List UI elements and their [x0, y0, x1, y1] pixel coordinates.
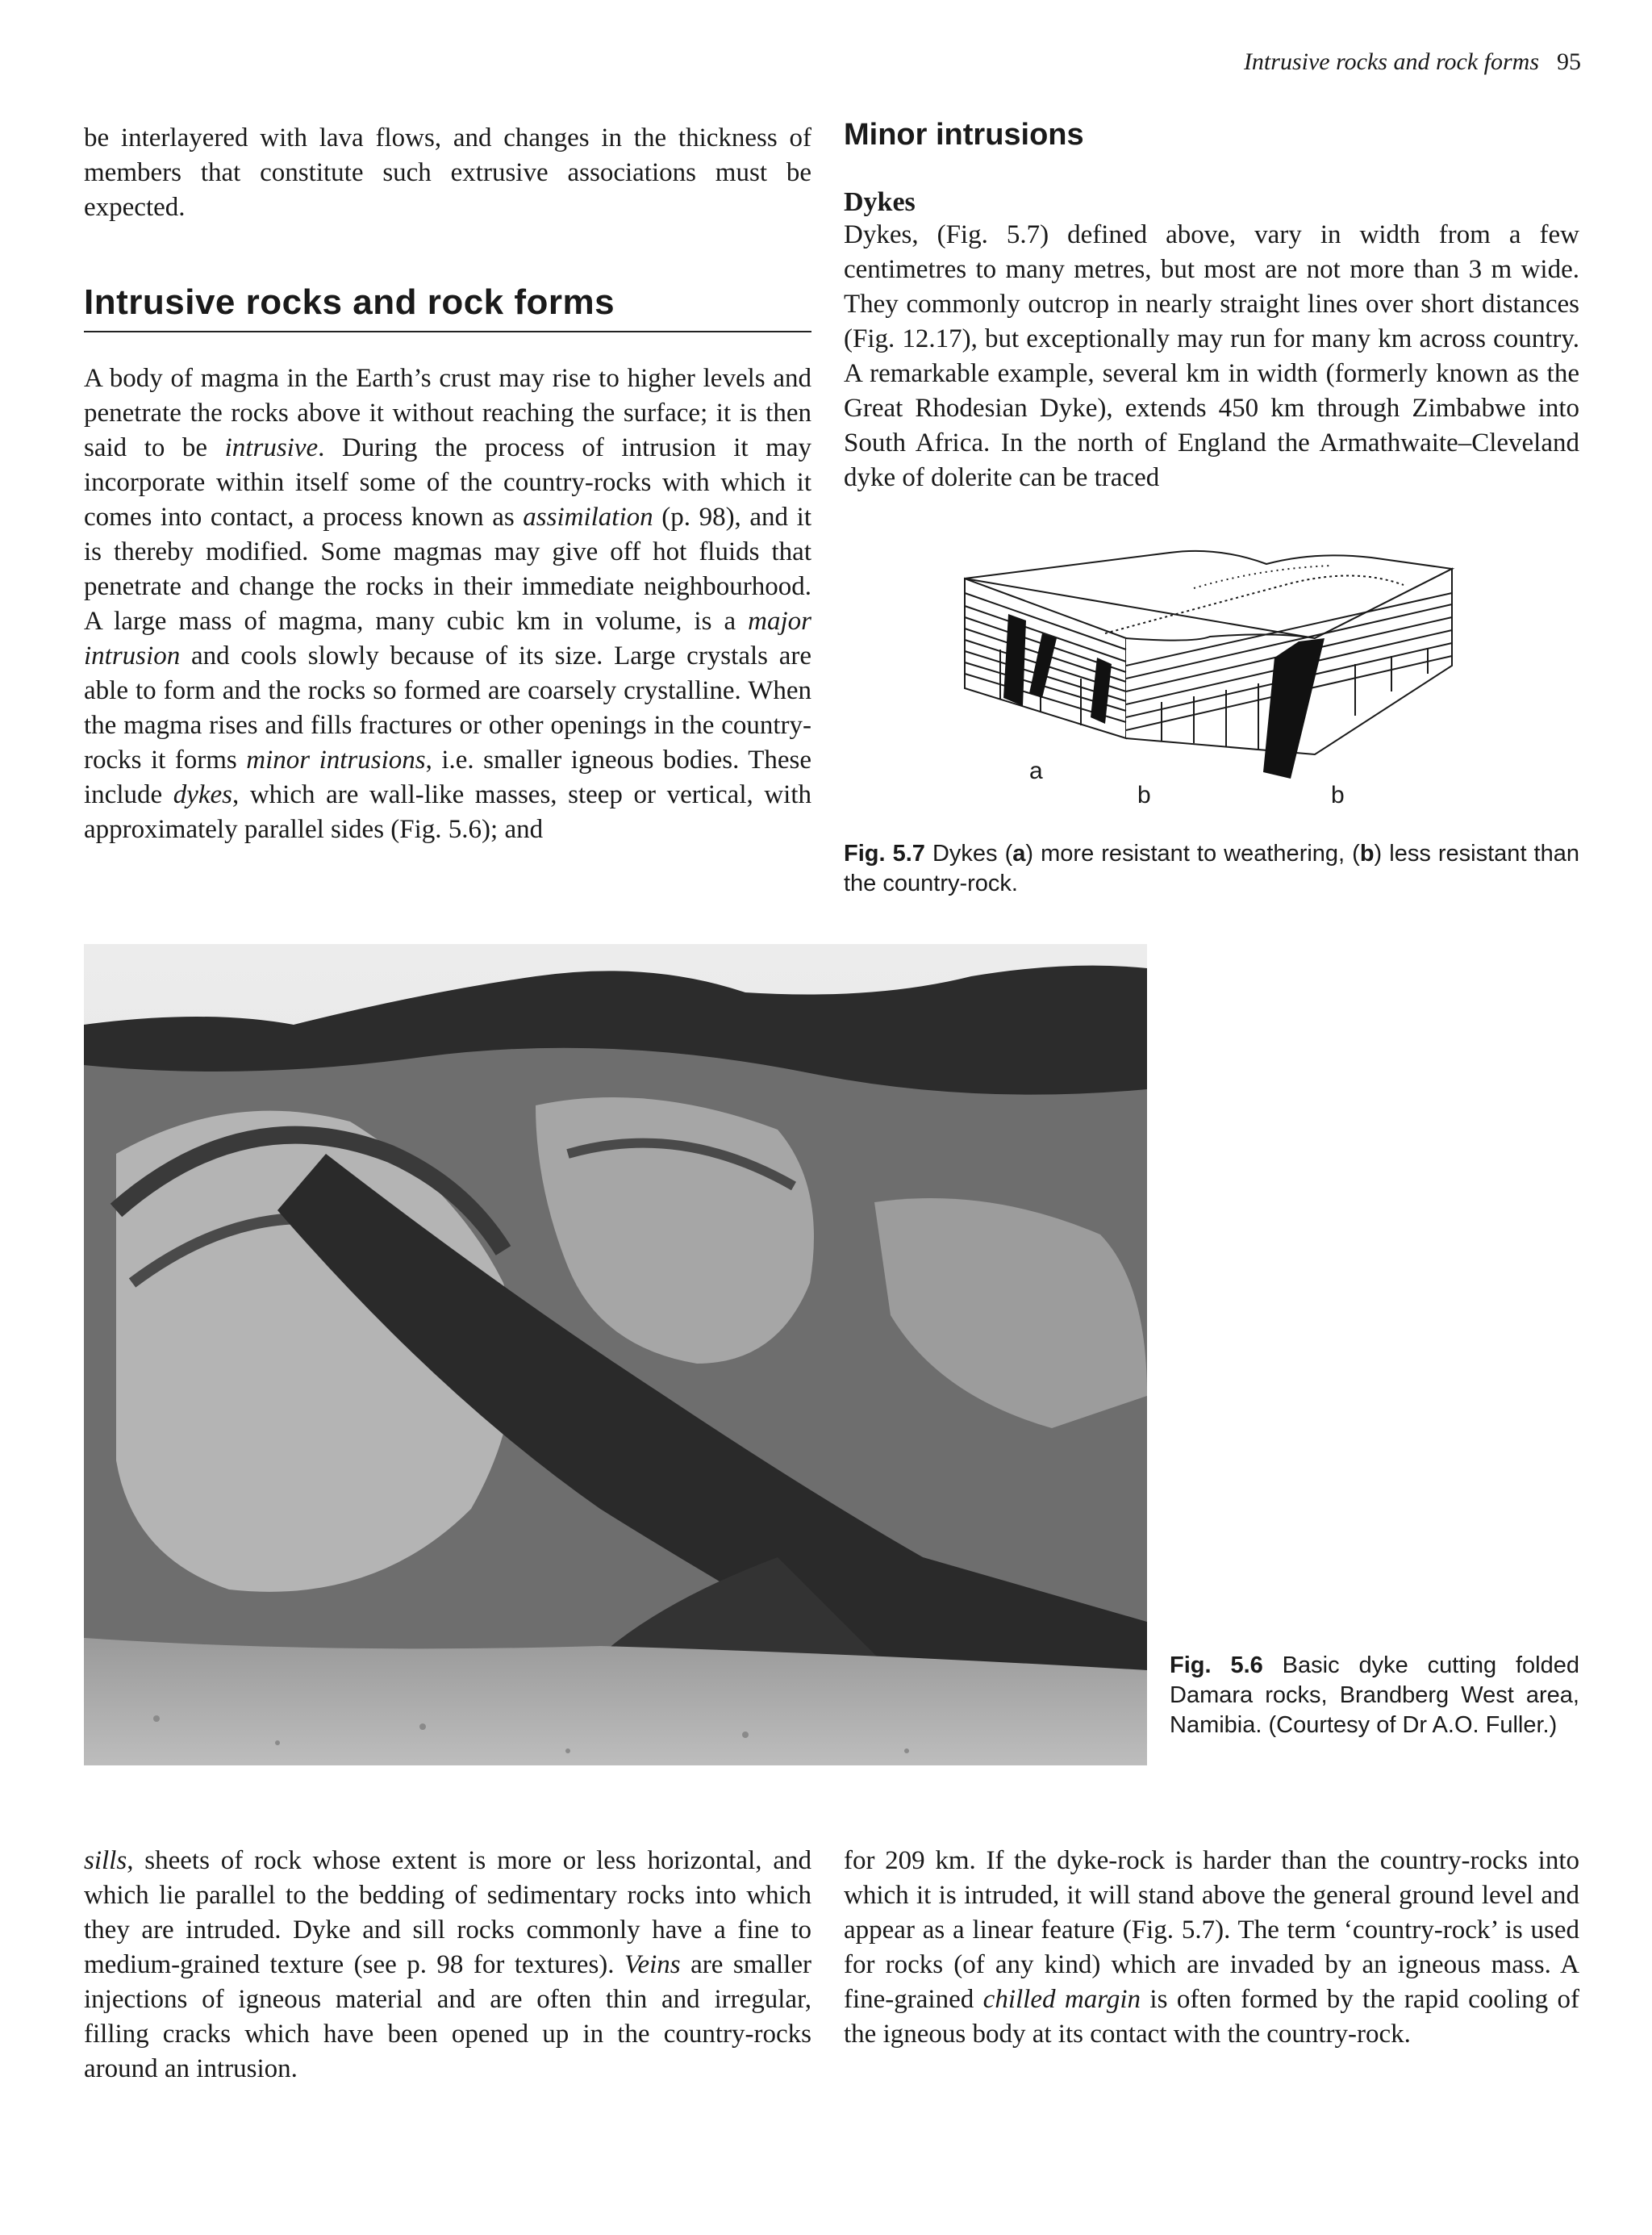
col2-top-paragraph: [844, 218, 1579, 495]
term-chilled-margin: chilled margin: [982, 1985, 1141, 2014]
text-run: A body of magma in the Earth’s crust may rise to higher levels and penetrate the rocks above it without reaching the surface; it is then said to be: [84, 364, 811, 462]
term-sills: sills: [84, 1846, 127, 1875]
sills-paragraph: [84, 1844, 811, 2087]
fig-5-6-photograph: [84, 944, 1147, 1765]
col1-main-paragraph: [84, 361, 811, 847]
text-run: , which are wall-like masses, steep or vertical, with approximately parallel sides (Fig. 5.6); and: [84, 780, 811, 844]
fig-5-7-label-b2: b: [1331, 782, 1345, 808]
col1-bottom-paragraph: [84, 1844, 811, 2087]
caption-text: ) more resistant to weathering, (: [1025, 841, 1360, 867]
text-run: , sheets of rock whose extent is more or less horizontal, and which lie parallel to the bedding of sedimentary rocks into which they are intruded. Dyke and sill rocks commonly have a fine to medium-grained texture (see p. 98 for textures).: [84, 1846, 811, 1979]
col2-bottom-paragraph: [844, 1844, 1579, 2052]
caption-text: Dykes (: [924, 841, 1013, 867]
text-run: are smaller injections of igneous material and are often thin and irregular, filling cracks which have been opened up in the country-rocks around an intrusion.: [84, 1950, 811, 2083]
text-run: for 209 km. If the dyke-rock is harder than the country-rocks into which it is intruded, it will stand above the general ground level and appear as a linear feature (Fig. 5.7). The term ‘country-rock’ is used for rocks (of any kind) which are invaded by an igneous mass. A fine-grained: [844, 1846, 1579, 2014]
dykes-paragraph: Dykes, (Fig. 5.7) defined above, vary in width from a few centimetres to many metres, but most are not more than 3 m wide. They commonly outcrop in nearly straight lines over short distances (Fig. 12.17), but exceptionally may run for many km across country. A remarkable example, several km in width (formerly known as the Great Rhodesian Dyke), extends 450 km through Zimbabwe into South Africa. In the north of England the Armathwaite–Cleveland dyke of dolerite can be traced: [844, 220, 1579, 492]
caption-text: Basic dyke cutting folded Damara rocks, Brandberg West area, Namibia. (Courtesy of Dr A.O. Fuller.): [1170, 1652, 1579, 1738]
running-head: [1016, 48, 1581, 76]
intrusive-paragraph: [84, 361, 811, 847]
term-assimilation: assimilation: [523, 503, 653, 532]
term-veins: Veins: [624, 1950, 681, 1979]
section-heading: Intrusive rocks and rock forms: [84, 282, 615, 322]
caption-key-a: a: [1012, 841, 1026, 867]
caption-key-b: b: [1359, 841, 1375, 867]
term-dykes: dykes: [173, 780, 233, 809]
text-run: and cools slowly because of its size. Large crystals are able to form and the rocks so formed are coarsely crystalline. When the magma rises and fills fractures or other openings in the country-rocks it forms: [84, 641, 811, 775]
fig-5-6-caption: [1170, 1651, 1579, 1740]
dyke-continuation-paragraph: [844, 1844, 1579, 2052]
term-intrusive: intrusive: [224, 433, 319, 462]
text-run: . During the process of intrusion it may incorporate within itself some of the country-rocks with which it comes into contact, a process known as: [84, 433, 811, 532]
col1-top-paragraph: [84, 121, 811, 225]
fig-5-7-caption-label: Fig. 5.7: [844, 841, 925, 867]
page-number: 95: [1557, 48, 1581, 75]
dykes-subheading: Dykes: [844, 187, 916, 217]
caption-text: ) less resistant than the country-rock.: [844, 841, 1579, 896]
fig-5-7-label-b1: b: [1137, 782, 1151, 808]
running-title: Intrusive rocks and rock forms: [1243, 48, 1539, 75]
term-minor-intrusions: minor intrusions: [246, 746, 426, 775]
text-run: (p. 98), and it is thereby modified. Some magmas may give off hot fluids that penetrate and change the rocks in their immediate neighbourhood. A large mass of magma, many cubic km in volume, is a: [84, 503, 811, 636]
fig-5-7-caption: [844, 839, 1579, 899]
text-run: is often formed by the rapid cooling of the igneous body at its contact with the country-rock.: [844, 1985, 1580, 2049]
fig-5-6-caption-label: Fig. 5.6: [1170, 1652, 1263, 1678]
term-major-intrusion: major intrusion: [84, 607, 811, 670]
continuation-text: be interlayered with lava flows, and changes in the thickness of members that constitute such extrusive associations must be expected.: [84, 123, 811, 222]
section-rule: [84, 331, 811, 332]
fig-5-7-block-diagram: [952, 537, 1468, 827]
fig-5-7-label-a: a: [1029, 758, 1043, 784]
text-run: , i.e. smaller igneous bodies. These include: [84, 746, 811, 809]
minor-intrusions-heading: Minor intrusions: [844, 118, 1084, 152]
